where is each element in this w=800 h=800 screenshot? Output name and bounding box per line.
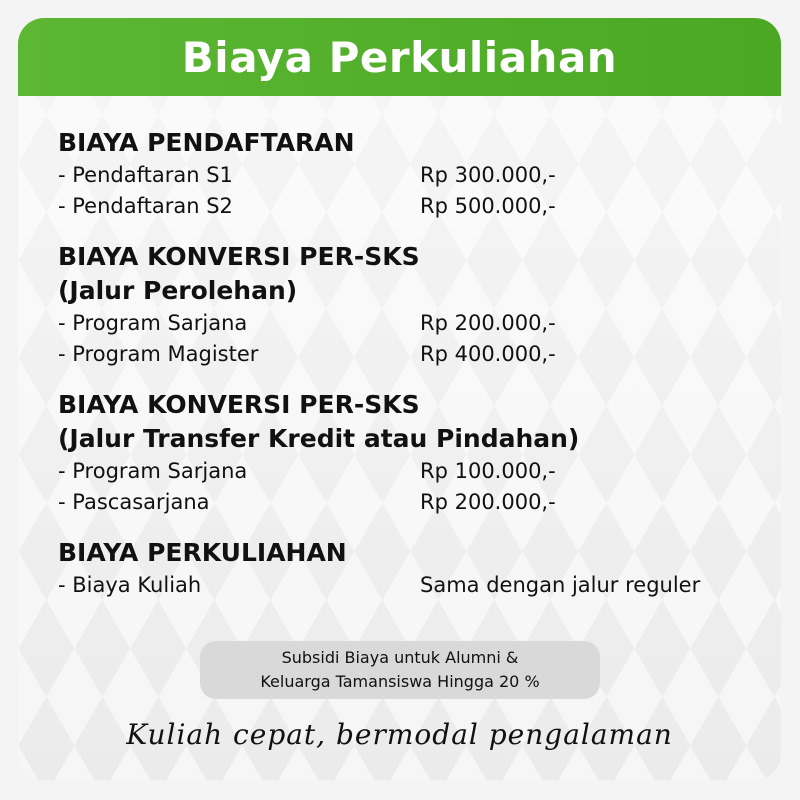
fee-row (58, 308, 761, 339)
fee-row (58, 339, 761, 370)
fee-row (58, 191, 761, 222)
section-registration (58, 126, 761, 222)
header-bar (18, 18, 781, 96)
fee-label: - Program Magister (58, 342, 259, 366)
subsidy-line: Subsidi Biaya untuk Alumni & (281, 648, 519, 667)
section-title: BIAYA KONVERSI PER-SKS (58, 242, 420, 271)
fee-value: Rp 100.000,- (420, 459, 556, 483)
fee-label: - Biaya Kuliah (58, 573, 202, 597)
fee-value: Rp 400.000,- (420, 342, 556, 366)
fee-value: Rp 200.000,- (420, 490, 556, 514)
section-conversion-acquisition (58, 240, 761, 370)
fee-content (58, 126, 761, 619)
fee-row (58, 487, 761, 518)
section-title: BIAYA KONVERSI PER-SKS (58, 390, 420, 419)
fee-card (18, 18, 781, 780)
fee-value: Rp 300.000,- (420, 163, 556, 187)
tagline: Kuliah cepat, bermodal pengalaman (126, 718, 673, 751)
fee-value: Rp 500.000,- (420, 194, 556, 218)
page-title: Biaya Perkuliahan (181, 32, 618, 82)
fee-row (58, 456, 761, 487)
fee-label: - Program Sarjana (58, 459, 248, 483)
fee-label: - Pascasarjana (58, 490, 210, 514)
fee-label: - Pendaftaran S2 (58, 194, 233, 218)
section-title: BIAYA PERKULIAHAN (58, 538, 347, 567)
fee-row (58, 570, 761, 601)
subsidy-line: Keluarga Tamansiswa Hingga 20 % (260, 672, 540, 691)
section-subtitle: (Jalur Perolehan) (58, 276, 298, 305)
subsidy-badge (200, 641, 600, 699)
section-tuition (58, 536, 761, 601)
fee-value: Sama dengan jalur reguler (420, 573, 701, 597)
section-subtitle: (Jalur Transfer Kredit atau Pindahan) (58, 424, 580, 453)
fee-row (58, 160, 761, 191)
fee-value: Rp 200.000,- (420, 311, 556, 335)
fee-label: - Pendaftaran S1 (58, 163, 233, 187)
fee-label: - Program Sarjana (58, 311, 248, 335)
section-conversion-transfer (58, 388, 761, 518)
section-title: BIAYA PENDAFTARAN (58, 128, 355, 157)
